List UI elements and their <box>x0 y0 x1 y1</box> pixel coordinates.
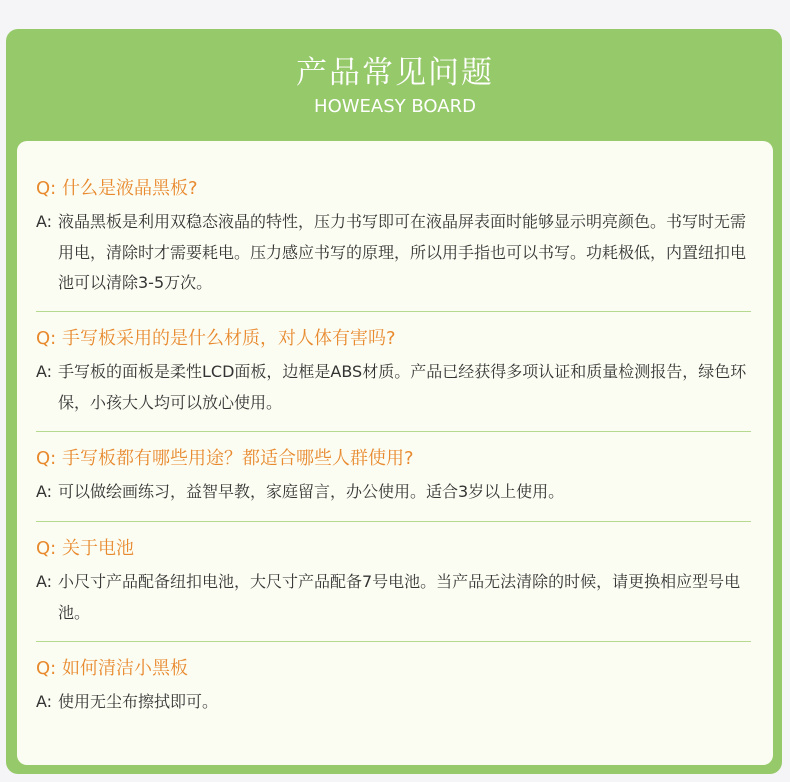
faq-answer-prefix: A: <box>36 212 53 231</box>
faq-question: Q: 手写板采用的是什么材质，对人体有害吗? <box>36 328 396 349</box>
faq-answer-text: 手写板的面板是柔性LCD面板，边框是ABS材质。产品已经获得多项认证和质量检测报告，绿色环保，小孩大人均可以放心使用。 <box>58 362 747 412</box>
faq-answer-text: 液晶黑板是利用双稳态液晶的特性，压力书写即可在液晶屏表面时能够显示明亮颜色。书写时无需用电，清除时才需要耗电。压力感应书写的原理，所以用手指也可以书写。功耗极低，内置纽扣电池可以清除3-5万次。 <box>58 212 747 292</box>
faq-answer <box>36 567 751 628</box>
faq-card <box>17 141 773 765</box>
page-subtitle: HOWEASY BOARD <box>314 96 476 117</box>
faq-item <box>36 326 751 418</box>
faq-question: Q: 如何清洁小黑板 <box>36 658 188 679</box>
faq-answer-text: 可以做绘画练习，益智早教，家庭留言，办公使用。适合3岁以上使用。 <box>58 482 565 501</box>
faq-answer <box>36 357 751 418</box>
faq-item <box>36 536 751 628</box>
faq-item <box>36 446 751 508</box>
faq-answer-prefix: A: <box>36 362 53 381</box>
faq-answer-text: 使用无尘布擦拭即可。 <box>58 692 219 711</box>
faq-divider <box>36 641 751 642</box>
faq-answer-prefix: A: <box>36 692 53 711</box>
faq-answer-prefix: A: <box>36 572 53 591</box>
faq-answer <box>36 477 751 508</box>
faq-answer <box>36 207 751 299</box>
faq-answer <box>36 687 751 718</box>
faq-question: Q: 手写板都有哪些用途？都适合哪些人群使用? <box>36 448 414 469</box>
faq-divider <box>36 311 751 312</box>
faq-question: Q: 关于电池 <box>36 538 134 559</box>
page-title: 产品常见问题 <box>296 55 494 91</box>
faq-divider <box>36 431 751 432</box>
faq-divider <box>36 521 751 522</box>
faq-answer-prefix: A: <box>36 482 53 501</box>
faq-item <box>36 176 751 299</box>
faq-item <box>36 656 751 718</box>
faq-question: Q: 什么是液晶黑板? <box>36 178 198 199</box>
faq-answer-text: 小尺寸产品配备纽扣电池，大尺寸产品配备7号电池。当产品无法清除的时候，请更换相应型号电池。 <box>58 572 741 622</box>
